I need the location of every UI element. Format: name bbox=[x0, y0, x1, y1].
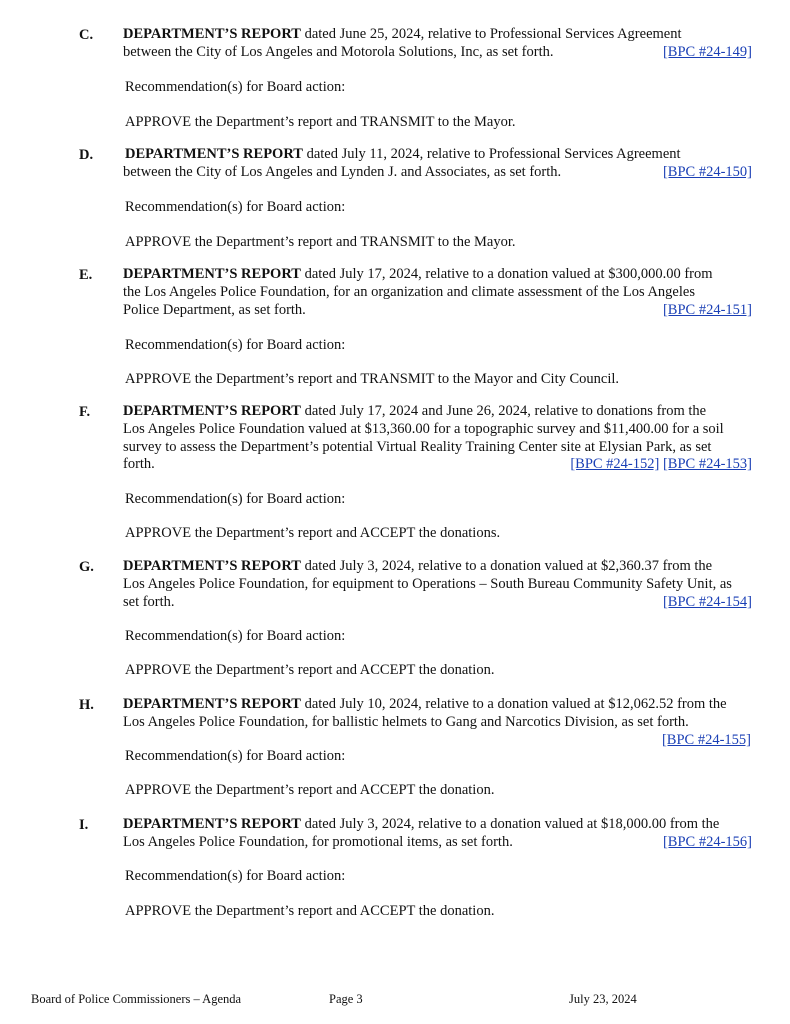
board-action: APPROVE the Department’s report and TRANSMIT to the Mayor. bbox=[125, 114, 516, 130]
item-letter: C. bbox=[79, 27, 94, 43]
bpc-reference-link[interactable]: [BPC #24-151] bbox=[662, 301, 752, 318]
recommendation-label: Recommendation(s) for Board action: bbox=[125, 199, 346, 215]
footer-date: July 23, 2024 bbox=[569, 992, 637, 1006]
item-line-1: dated July 11, 2024, relative to Professional Services Agreement bbox=[302, 146, 681, 162]
recommendation-label: Recommendation(s) for Board action: bbox=[125, 628, 346, 644]
item-heading: DEPARTMENT’S REPORT bbox=[123, 26, 301, 42]
board-action: APPROVE the Department’s report and ACCEPT the donation. bbox=[125, 662, 495, 678]
item-line-3: survey to assess the Department’s potential Virtual Reality Training Center site at Elysian Park, as set bbox=[123, 438, 712, 455]
item-heading: DEPARTMENT’S REPORT bbox=[123, 403, 301, 419]
bpc-reference-link[interactable]: [BPC #24-154] bbox=[662, 593, 752, 610]
item-heading: DEPARTMENT’S REPORT bbox=[123, 816, 301, 832]
recommendation-label: Recommendation(s) for Board action: bbox=[125, 79, 346, 95]
item-description bbox=[123, 26, 751, 62]
item-description bbox=[123, 146, 751, 182]
item-line-3: set forth. bbox=[123, 593, 175, 610]
bpc-reference-link[interactable]: [BPC #24-156] bbox=[662, 833, 752, 850]
item-letter: H. bbox=[79, 697, 94, 713]
item-line-2: between the City of Los Angeles and Lynden J. and Associates, as set forth. bbox=[123, 163, 562, 180]
item-line-2: Los Angeles Police Foundation, for equipment to Operations – South Bureau Community Safety Unit, as bbox=[123, 575, 732, 592]
item-line-1: dated July 17, 2024, relative to a donation valued at $300,000.00 from bbox=[300, 266, 713, 282]
bpc-reference-link[interactable]: [BPC #24-155] bbox=[661, 731, 751, 748]
item-heading: DEPARTMENT’S REPORT bbox=[123, 696, 301, 712]
footer-page-number: Page 3 bbox=[329, 992, 363, 1006]
item-line-1: dated July 17, 2024 and June 26, 2024, relative to donations from the bbox=[300, 403, 707, 419]
item-description bbox=[123, 816, 751, 852]
item-line-1: dated July 3, 2024, relative to a donation valued at $18,000.00 from the bbox=[300, 816, 720, 832]
footer-board-name: Board of Police Commissioners – Agenda bbox=[31, 992, 242, 1006]
item-line-1: dated July 10, 2024, relative to a donation valued at $12,062.52 from the bbox=[300, 696, 727, 712]
item-description bbox=[123, 558, 751, 611]
item-letter: G. bbox=[79, 559, 94, 575]
item-line-1: dated June 25, 2024, relative to Professional Services Agreement bbox=[300, 26, 682, 42]
item-description bbox=[123, 696, 751, 749]
bpc-reference-link-2[interactable]: [BPC #24-153] bbox=[662, 456, 752, 473]
board-action: APPROVE the Department’s report and TRANSMIT to the Mayor and City Council. bbox=[125, 371, 620, 387]
bpc-reference-link[interactable]: [BPC #24-150] bbox=[662, 163, 752, 180]
item-letter: I. bbox=[79, 817, 89, 833]
item-description bbox=[123, 266, 751, 319]
recommendation-label: Recommendation(s) for Board action: bbox=[125, 868, 346, 884]
item-letter: E. bbox=[79, 267, 93, 283]
item-heading: DEPARTMENT’S REPORT bbox=[123, 266, 301, 282]
item-line-2: Los Angeles Police Foundation, for promotional items, as set forth. bbox=[123, 833, 513, 850]
bpc-reference-link[interactable]: [BPC #24-149] bbox=[662, 43, 752, 60]
item-line-2: between the City of Los Angeles and Motorola Solutions, Inc, as set forth. bbox=[123, 43, 554, 60]
item-line-2: the Los Angeles Police Foundation, for an organization and climate assessment of the Los Angeles bbox=[123, 283, 695, 300]
item-line-2: Los Angeles Police Foundation, for ballistic helmets to Gang and Narcotics Division, as set forth. bbox=[123, 713, 689, 730]
board-action: APPROVE the Department’s report and ACCEPT the donations. bbox=[125, 525, 501, 541]
board-action: APPROVE the Department’s report and ACCEPT the donation. bbox=[125, 903, 495, 919]
item-letter: D. bbox=[79, 147, 94, 163]
recommendation-label: Recommendation(s) for Board action: bbox=[125, 748, 346, 764]
item-line-1: dated July 3, 2024, relative to a donation valued at $2,360.37 from the bbox=[300, 558, 713, 574]
item-line-4: forth. bbox=[123, 456, 155, 473]
item-line-2: Los Angeles Police Foundation valued at $13,360.00 for a topographic survey and $11,400.00 for a soil bbox=[123, 420, 724, 437]
board-action: APPROVE the Department’s report and ACCEPT the donation. bbox=[125, 782, 495, 798]
bpc-reference-link[interactable]: [BPC #24-152] bbox=[570, 456, 660, 473]
item-description bbox=[123, 403, 751, 474]
recommendation-label: Recommendation(s) for Board action: bbox=[125, 491, 346, 507]
item-letter: F. bbox=[79, 404, 91, 420]
item-heading: DEPARTMENT’S REPORT bbox=[125, 146, 303, 162]
item-line-3: Police Department, as set forth. bbox=[123, 301, 306, 318]
recommendation-label: Recommendation(s) for Board action: bbox=[125, 337, 346, 353]
board-action: APPROVE the Department’s report and TRANSMIT to the Mayor. bbox=[125, 234, 516, 250]
item-heading: DEPARTMENT’S REPORT bbox=[123, 558, 301, 574]
